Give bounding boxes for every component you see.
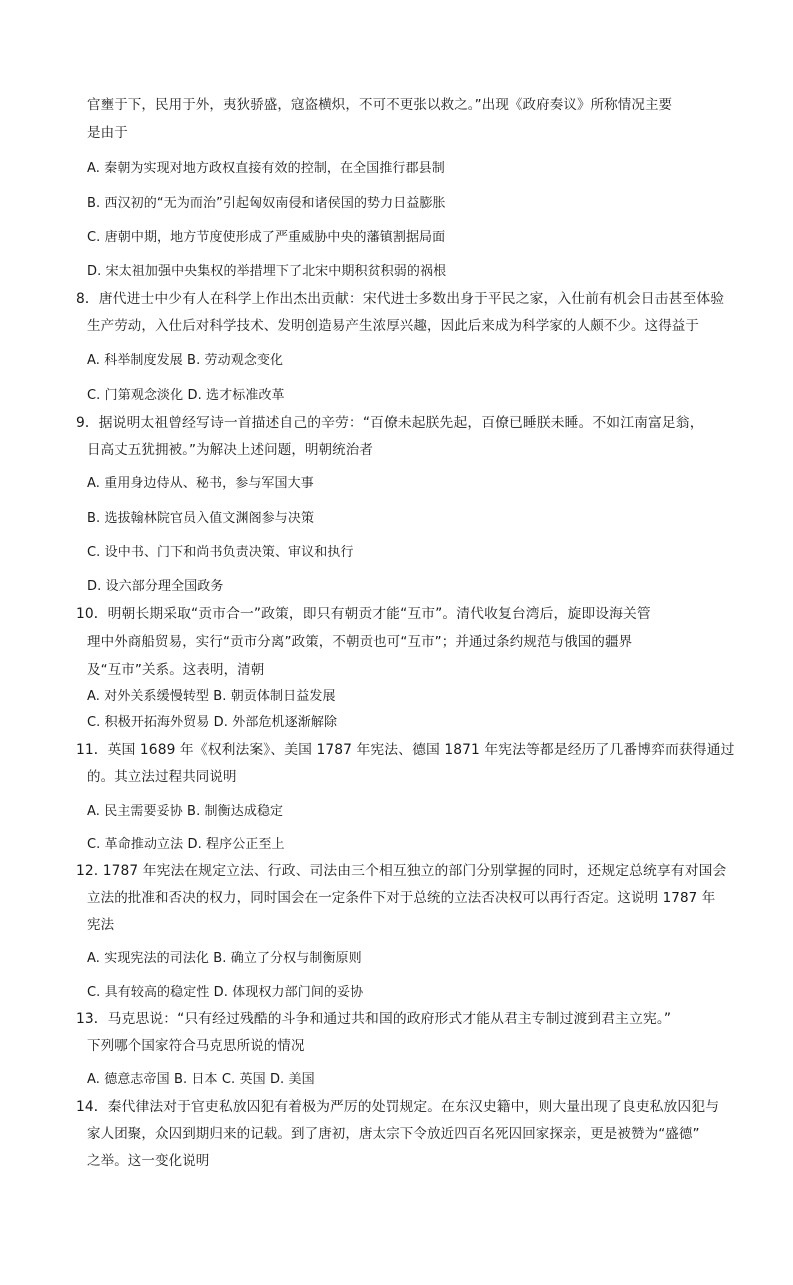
q10-options-cd: C. 积极开拓海外贸易 D. 外部危机逐渐解除 <box>87 715 338 730</box>
q8-options-ab: A. 科举制度发展 B. 劳动观念变化 <box>87 353 284 368</box>
q9-option-d: D. 设六部分理全国政务 <box>87 579 224 594</box>
q7-option-d: D. 宋太祖加强中央集权的举措埋下了北宋中期积贫积弱的祸根 <box>87 264 447 279</box>
q9-option-c: C. 设中书、门下和尚书负责决策、审议和执行 <box>87 545 354 560</box>
q9-stem-line-1: 9．据说明太祖曾经写诗一首描述自己的辛劳：“百僚未起朕先起，百僚已睡朕未睡。不如江南富足翁， <box>76 415 704 431</box>
q9-option-b: B. 选拔翰林院官员入值文渊阁参与决策 <box>87 511 315 526</box>
q7-stem-line-1: 官壅于下，民用于外，夷狄骄盛，寇盗横炽，不可不更张以救之。”出现《政府奏议》所称情况主要 <box>87 97 673 113</box>
q13-options: A. 德意志帝国 B. 日本 C. 英国 D. 美国 <box>87 1072 315 1087</box>
q12-options-cd: C. 具有较高的稳定性 D. 体现权力部门间的妥协 <box>87 985 364 1000</box>
q12-options-ab: A. 实现宪法的司法化 B. 确立了分权与制衡原则 <box>87 951 362 966</box>
q12-stem-line-1: 12. 1787 年宪法在规定立法、行政、司法由三个相互独立的部门分别掌握的同时，还规定总统享有对国会 <box>76 863 727 879</box>
q10-options-ab: A. 对外关系缓慢转型 B. 朝贡体制日益发展 <box>87 689 336 704</box>
q9-stem-line-2: 日高丈五犹拥被。”为解决上述问题，明朝统治者 <box>87 442 373 458</box>
q8-stem-line-2: 生产劳动，入仕后对科学技术、发明创造易产生浓厚兴趣，因此后来成为科学家的人颇不少。这得益于 <box>87 318 699 334</box>
q8-stem-line-1: 8．唐代进士中少有人在科学上作出杰出贡献：宋代进士多数出身于平民之家，入仕前有机会日击甚至体验 <box>76 291 725 307</box>
q7-stem-line-2: 是由于 <box>87 125 128 141</box>
q11-options-cd: C. 革命推动立法 D. 程序公正至上 <box>87 837 285 852</box>
q10-stem-line-1: 10．明朝长期采取“贡市合一”政策，即只有朝贡才能“互市”。清代收复台湾后，旋即设海关管 <box>76 606 651 622</box>
q7-option-a: A. 秦朝为实现对地方政权直接有效的控制，在全国推行郡县制 <box>87 161 445 176</box>
q12-stem-line-2: 立法的批准和否决的权力，同时国会在一定条件下对于总统的立法否决权可以再行否定。这说明 1787 年 <box>87 890 716 906</box>
q14-stem-line-3: 之举。这一变化说明 <box>87 1153 210 1169</box>
q10-stem-line-3: 及“互市”关系。这表明，清朝 <box>87 662 265 678</box>
q13-stem-line-1: 13．马克思说：“只有经过残酷的斗争和通过共和国的政府形式才能从君主专制过渡到君主立宪。” <box>76 1011 672 1027</box>
q7-option-b: B. 西汉初的“无为而治”引起匈奴南侵和诸侯国的势力日益膨胀 <box>87 196 446 211</box>
q14-stem-line-1: 14．秦代律法对于官吏私放囚犯有着极为严厉的处罚规定。在东汉史籍中，则大量出现了良吏私放囚犯与 <box>76 1099 720 1115</box>
q11-options-ab: A. 民主需要妥协 B. 制衡达成稳定 <box>87 804 284 819</box>
q14-stem-line-2: 家人团聚，众囚到期归来的记载。到了唐初，唐太宗下令放近四百名死囚回家探亲，更是被赞为“盛德” <box>87 1126 700 1142</box>
q12-stem-line-3: 宪法 <box>87 917 115 933</box>
q7-option-c: C. 唐朝中期，地方节度使形成了严重威胁中央的藩镇割据局面 <box>87 230 446 245</box>
q11-stem-line-2: 的。其立法过程共同说明 <box>87 769 237 785</box>
q11-stem-line-1: 11．英国 1689 年《权利法案》、美国 1787 年宪法、德国 1871 年宪法等都是经历了几番博弈而获得通过 <box>76 742 735 758</box>
q9-option-a: A. 重用身边侍从、秘书，参与军国大事 <box>87 476 314 491</box>
q8-options-cd: C. 门第观念淡化 D. 选才标准改革 <box>87 388 285 403</box>
q13-stem-line-2: 下列哪个国家符合马克思所说的情况 <box>87 1038 305 1054</box>
q10-stem-line-2: 理中外商船贸易，实行“贡市分离”政策，不朝贡也可“互市”；并通过条约规范与俄国的疆界 <box>87 634 633 650</box>
